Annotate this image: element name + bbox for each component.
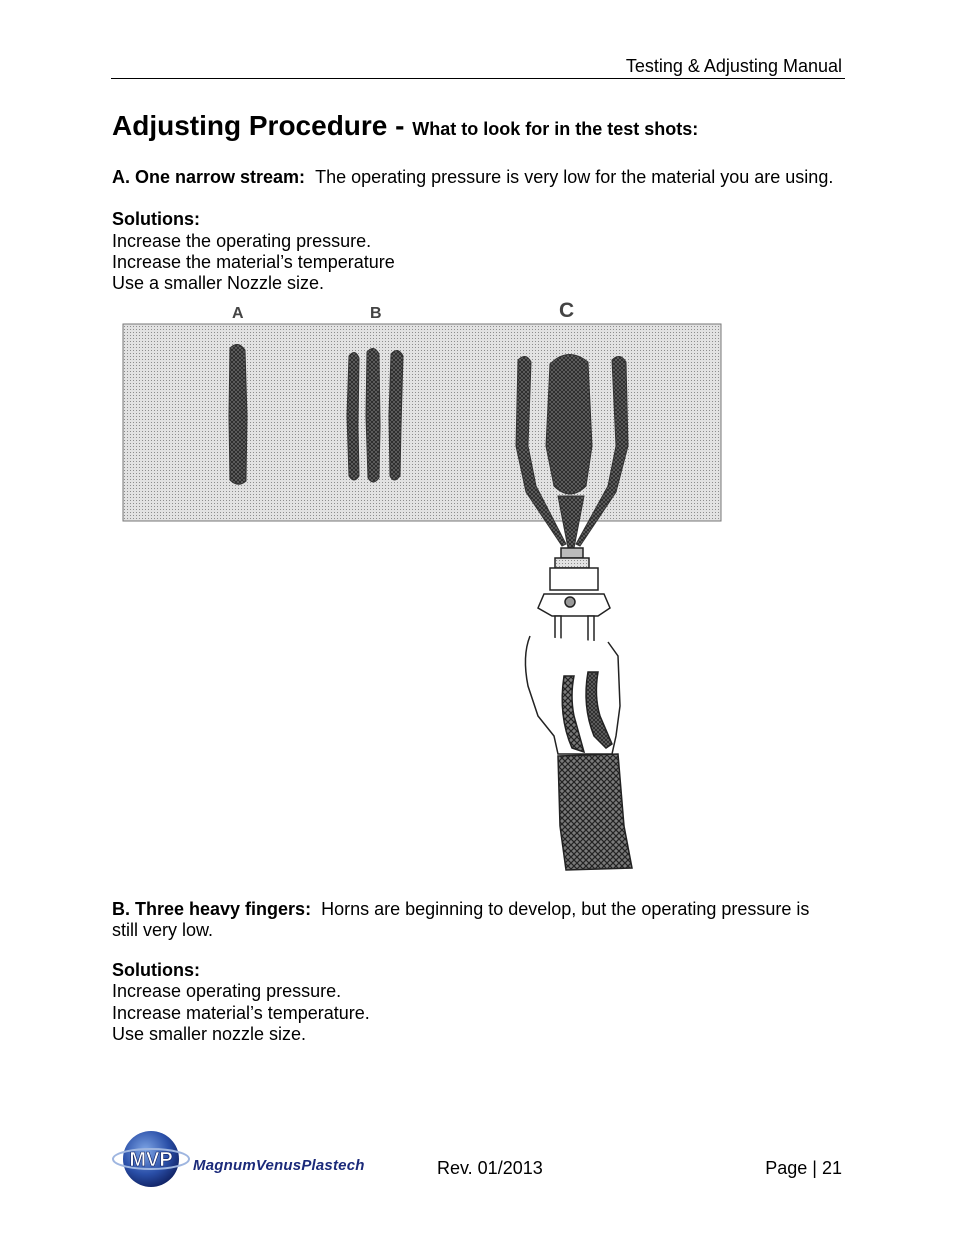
spray-target-panel bbox=[123, 324, 721, 521]
pattern-a-stream bbox=[229, 344, 247, 484]
section-heading bbox=[112, 110, 698, 142]
brand-name: MagnumVenusPlastech bbox=[193, 1157, 365, 1174]
figure-label-c: C bbox=[559, 299, 575, 322]
figure-label-a: A bbox=[232, 305, 244, 322]
case-a-solution-1: Increase the operating pressure. bbox=[112, 231, 372, 251]
case-b-paragraph-line1 bbox=[112, 899, 809, 920]
case-b-solution-3: Use smaller nozzle size. bbox=[112, 1024, 307, 1044]
mvp-logo-icon bbox=[111, 1128, 191, 1190]
figure-label-b: B bbox=[370, 305, 382, 322]
case-a-paragraph bbox=[112, 167, 833, 188]
case-b-solution-2: Increase material’s temperature. bbox=[112, 1003, 370, 1023]
header-title: Testing & Adjusting Manual bbox=[625, 56, 842, 76]
header-divider bbox=[111, 78, 845, 79]
case-a-solution-2: Increase the material’s temperature bbox=[112, 252, 395, 272]
section-title: Adjusting Procedure - bbox=[112, 110, 413, 141]
case-b-label: B. Three heavy fingers: bbox=[112, 899, 312, 919]
revision-label: Rev. 01/2013 bbox=[437, 1158, 543, 1178]
spray-gun-and-hand bbox=[525, 548, 632, 870]
case-b-text-line2: still very low. bbox=[112, 920, 214, 940]
case-b-text-line1: Horns are beginning to develop, but the operating pressure is bbox=[321, 899, 810, 919]
section-subtitle: What to look for in the test shots: bbox=[412, 119, 699, 139]
case-a-solutions-label: Solutions: bbox=[112, 209, 200, 229]
case-a-text: The operating pressure is very low for the material you are using. bbox=[315, 167, 834, 187]
page-number: Page | 21 bbox=[765, 1158, 842, 1178]
case-a-label: A. One narrow stream: bbox=[112, 167, 306, 187]
spray-pattern-illustration bbox=[118, 296, 728, 876]
pattern-b-fingers bbox=[347, 348, 403, 482]
logo-letters: MVP bbox=[129, 1149, 173, 1171]
case-b-solution-1: Increase operating pressure. bbox=[112, 981, 342, 1001]
case-b-solutions-label: Solutions: bbox=[112, 960, 200, 980]
case-a-solution-3: Use a smaller Nozzle size. bbox=[112, 273, 325, 293]
